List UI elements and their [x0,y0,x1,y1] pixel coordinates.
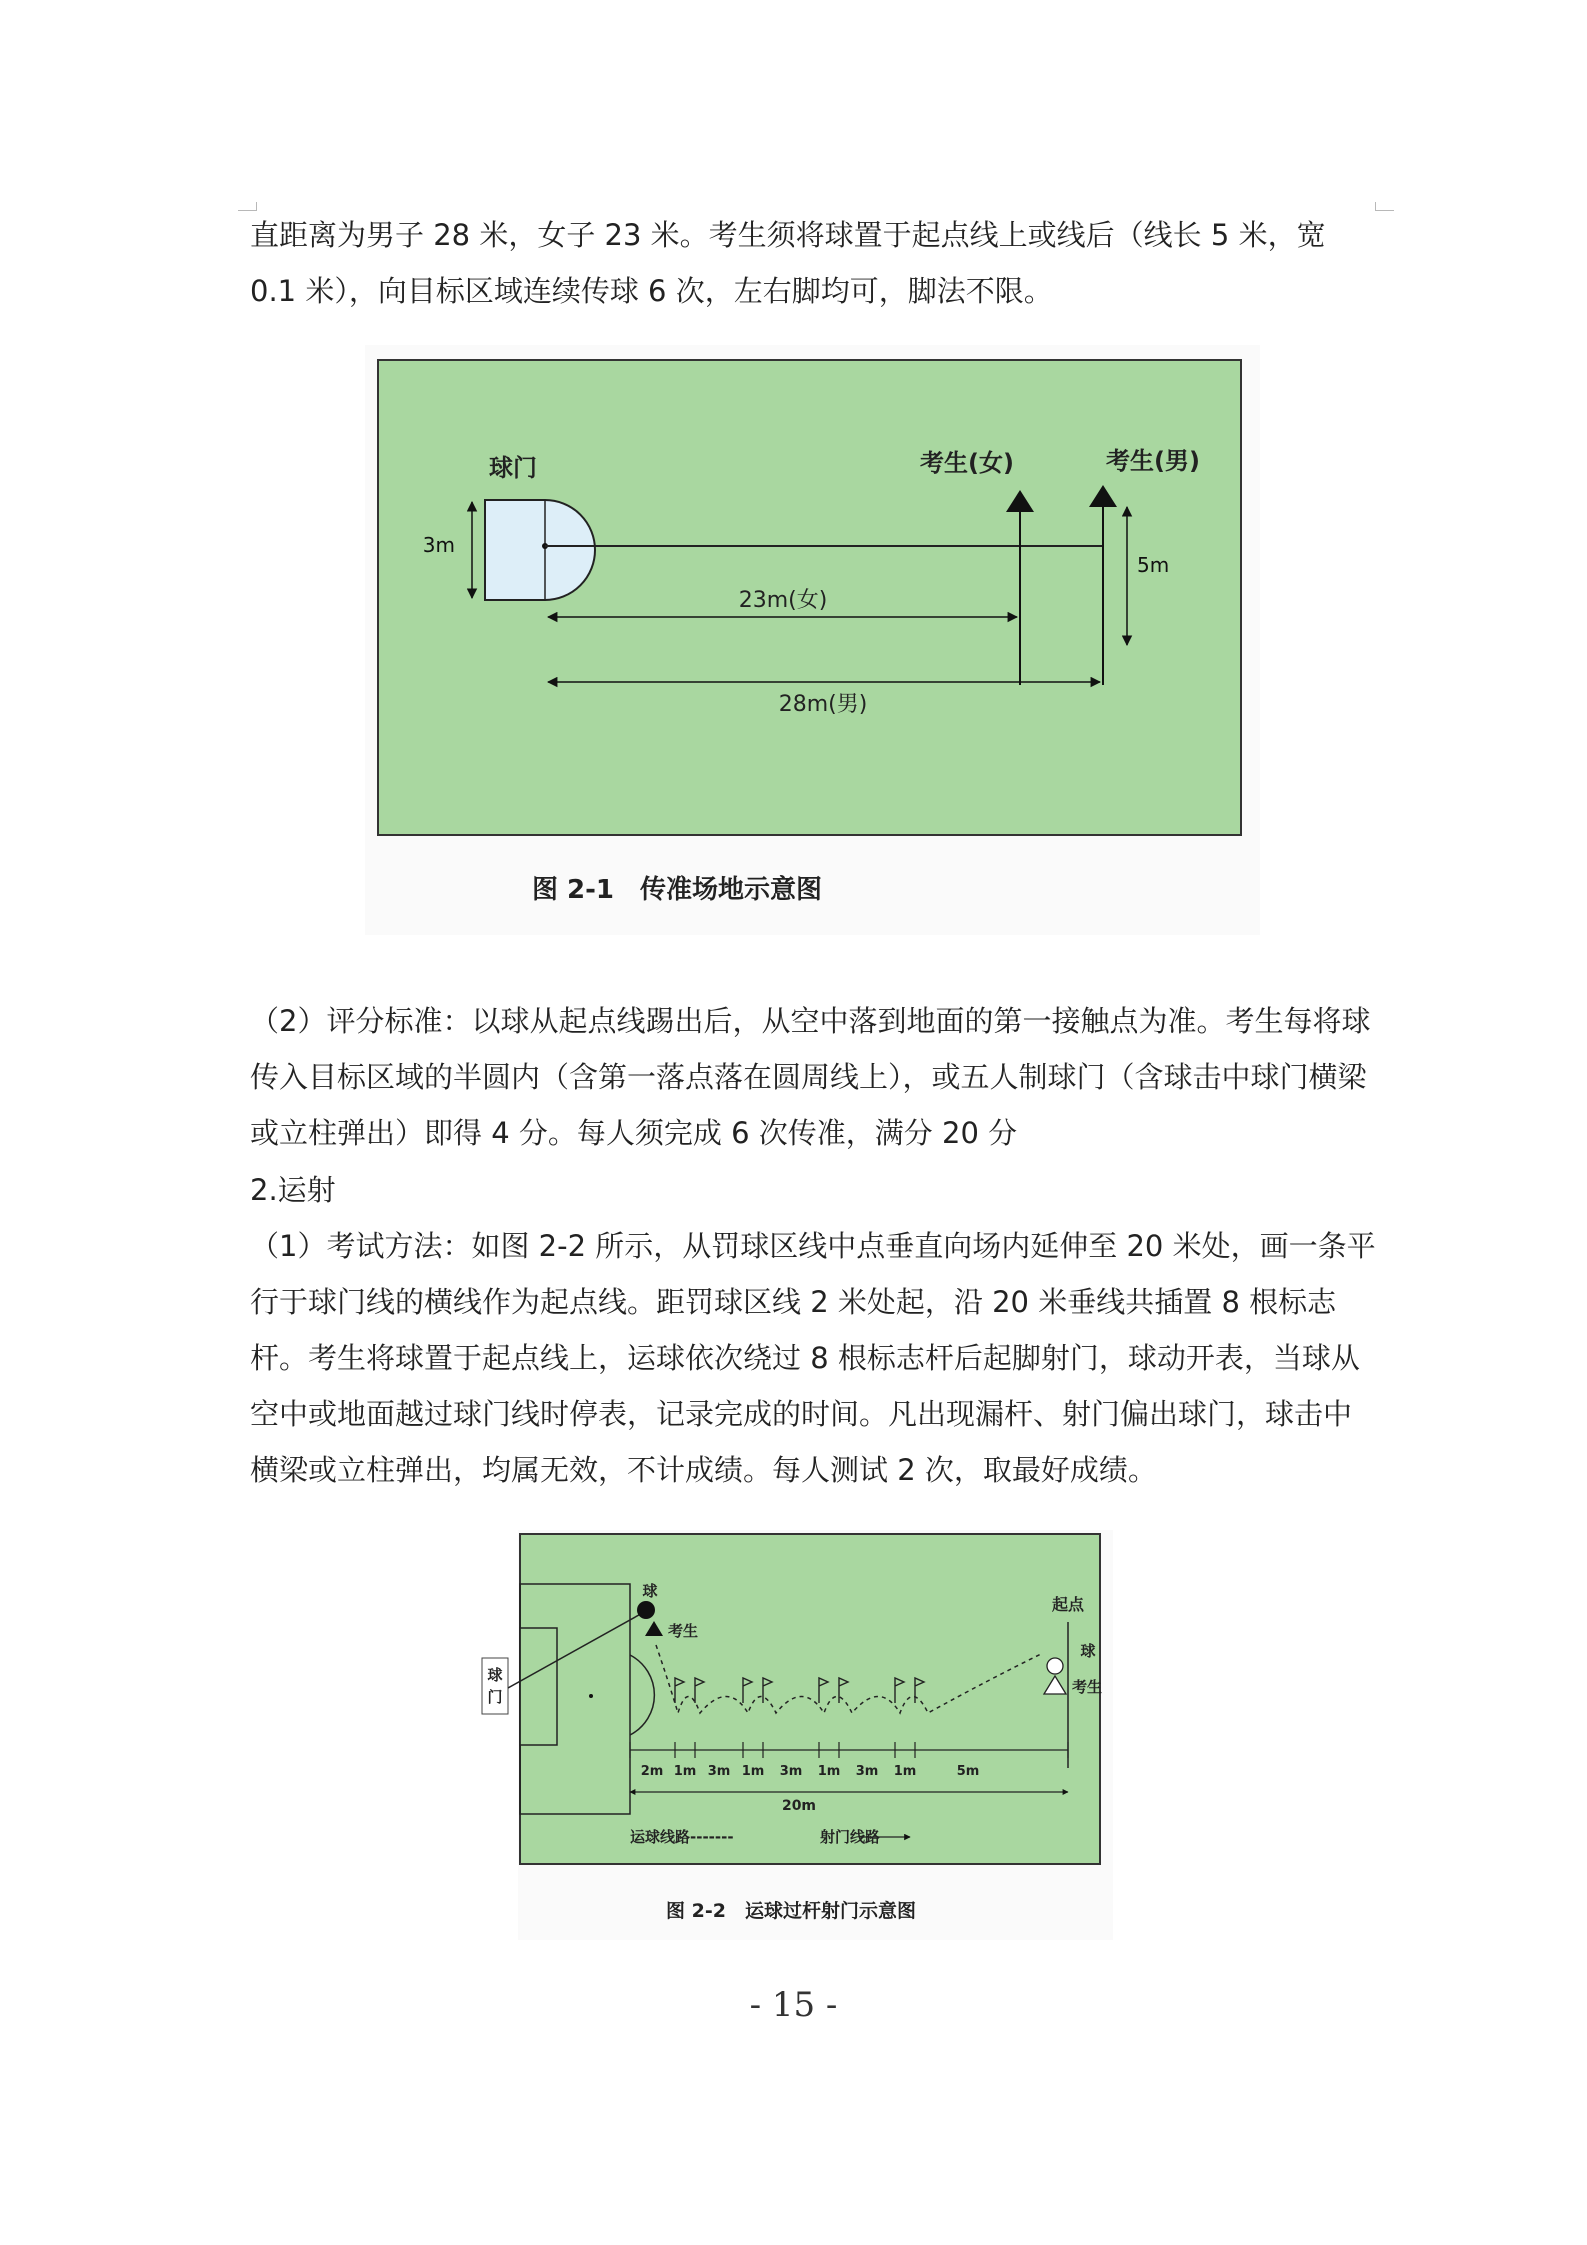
goal-semicircle [485,500,595,600]
dribble-route-label: 运球线路------- [630,1828,734,1846]
segment-label-4: 1m [741,1764,765,1779]
segment-label-7: 3m [855,1764,879,1779]
segment-label-3: 3m [707,1764,731,1779]
paragraph-test-method: （1）考试方法：如图 2-2 所示，从罚球区线中点垂直向场内延伸至 20 米处，画一条平行于球门线的横线作为起点线。距罚球区线 2 米处起，沿 20 米垂线共插置 8 根标志杆。考生将球置于起点线上，运球依次绕过 8 根标志杆后起脚射门，球动开表，当球从空中或地面越过球门线时停表，记录完成的时间。凡出现漏杆、射门偏出球门，球击中横梁或立柱弹出，均属无效，不计成绩。每人测试 2 次，取最好成绩。 [250,1229,1376,1487]
figure-passing-field [365,345,1260,935]
goal-box [520,1628,557,1745]
student-label: 考生 [668,1622,699,1640]
figure-caption: 图 2-2 运球过杆射门示意图 [666,1900,916,1922]
segment-label-8: 1m [893,1764,917,1779]
paragraph-passing-distance: 直距离为男子 28 米，女子 23 米。考生须将球置于起点线上或线后（线长 5 米，宽 0.1 米），向目标区域连续传球 6 次，左右脚均可，脚法不限。 [250,218,1326,308]
segment-label-2: 1m [673,1764,697,1779]
dribble-shoot-diagram [487,1530,1113,1940]
figure-dribble-shoot [487,1530,1113,1940]
figure-caption: 图 2-1 传准场地示意图 [531,875,823,905]
penalty-spot [589,1694,593,1698]
start-student-label: 考生 [1072,1678,1103,1696]
start-line-length-label: 5m [1137,553,1170,577]
segment-label-9: 5m [956,1764,980,1779]
male-distance-label: 28m(男) [778,692,868,717]
goal-width-label: 3m [422,533,455,557]
start-label: 起点 [1051,1595,1085,1614]
ball-marker [637,1601,655,1619]
segment-label-6: 1m [817,1764,841,1779]
female-student-label: 考生(女) [920,449,1014,477]
total-distance-label: 20m [781,1798,817,1814]
start-ball-label: 球 [1080,1642,1096,1660]
start-ball-marker [1047,1658,1063,1674]
segment-label-5: 3m [779,1764,803,1779]
paragraph-scoring-standard: （2）评分标准：以球从起点线踢出后，从空中落到地面的第一接触点为准。考生每将球传入目标区域的半圆内（含第一落点落在圆周线上），或五人制球门（含球击中球门横梁或立柱弹出）即得 4 分。每人须完成 6 次传准，满分 20 分 [250,1004,1371,1150]
passing-field-diagram [365,345,1260,935]
section-heading-dribble-shoot: 2.运射 [250,1173,336,1207]
ball-label: 球 [642,1582,658,1600]
female-distance-label: 23m(女) [738,588,828,613]
segment-label-1: 2m [640,1764,664,1779]
goal-label: 球门 [489,454,537,482]
goal-label-2: 门 [487,1688,503,1706]
shoot-route-label: 射门线路 [820,1828,881,1846]
page-number: - 15 - [749,1985,838,2025]
goal-label-1: 球 [487,1666,503,1684]
male-student-label: 考生(男) [1106,447,1200,475]
